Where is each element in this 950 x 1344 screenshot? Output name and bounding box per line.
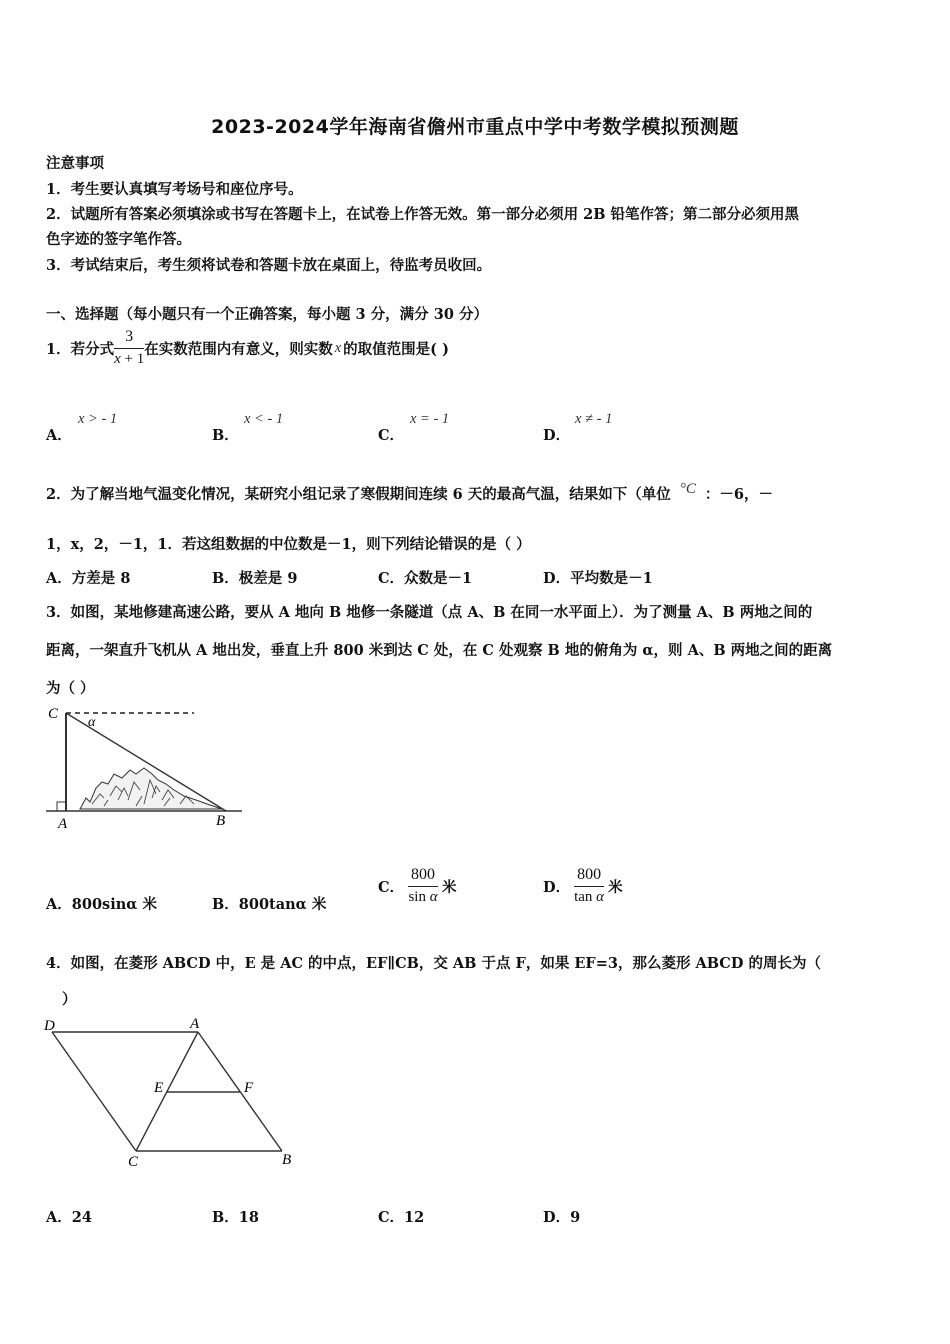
q1-option-b-expr: x < - 1: [244, 411, 284, 427]
q3-option-c-den-var: α: [429, 889, 438, 905]
q1-option-c-label: C．: [378, 427, 405, 444]
q3-label-c: C: [48, 706, 59, 722]
q4-option-b: [212, 1206, 259, 1227]
q3-option-c: [378, 866, 457, 906]
q3-option-b-text: 800tanα 米: [238, 896, 327, 913]
q1-option-d-label: D．: [543, 427, 571, 444]
q2-option-c-label: C．: [378, 570, 405, 587]
q3-option-c-fraction: [408, 866, 438, 906]
q3-label-alpha: α: [88, 715, 96, 730]
q3-option-c-denominator: [408, 887, 438, 906]
q3-option-d-denominator: [574, 887, 604, 906]
q4-option-d: [543, 1206, 580, 1227]
q4-option-a: [46, 1206, 92, 1227]
q3-label-b: B: [216, 813, 226, 829]
q1-option-a-label: A．: [46, 427, 72, 444]
q1-fraction: [114, 328, 144, 368]
q2-option-d-label: D．: [543, 570, 571, 587]
q2-option-b-label: B．: [212, 570, 239, 587]
q4-option-c-label: C．: [378, 1209, 405, 1226]
q1-fraction-numerator: 3: [114, 328, 144, 349]
q2-line-1-text: 2．为了解当地气温变化情况，某研究小组记录了寒假期间连续 6 天的最高气温，结果如下（单位: [46, 486, 671, 503]
q3-option-a: [46, 893, 157, 914]
notice-item-2-line-1: 2．试题所有答案必须填涂或书写在答题卡上，在试卷上作答无效。第一部分必须用 2B 铅笔作答；第二部分必须用黑: [46, 206, 800, 223]
q2-option-d: [543, 567, 653, 588]
q4-label-c: C: [128, 1154, 139, 1170]
q2-option-c-text: 众数是－1: [404, 570, 473, 587]
notice-item-1: 1．考生要认真填写考场号和座位序号。: [46, 181, 303, 198]
q3-option-d-den-var: α: [596, 889, 605, 905]
q1-suffix-a: 在实数范围内有意义，则实数: [144, 340, 333, 358]
q1-frac-var: x: [114, 351, 121, 367]
q4-line-1: 4．如图，在菱形 ABCD 中，E 是 AC 的中点，EF∥CB，交 AB 于点 F，如果 EF=3，那么菱形 ABCD 的周长为（: [46, 955, 821, 972]
q2-option-a-text: 方差是 8: [71, 570, 131, 587]
q3-option-d-numerator: 800: [574, 866, 604, 887]
q1-option-c-expr: x = - 1: [410, 411, 450, 427]
q3-figure: [44, 700, 244, 835]
q2-line-1: [46, 483, 773, 504]
q3-option-b: [212, 893, 326, 914]
question-1: [46, 328, 449, 368]
q3-label-a: A: [58, 816, 68, 832]
q3-option-c-den-fn: sin: [408, 889, 426, 905]
q4-label-e: E: [154, 1080, 164, 1096]
q3-option-d: [543, 866, 623, 906]
q1-prefix: 1．若分式: [46, 340, 115, 358]
q4-label-b: B: [282, 1152, 292, 1168]
q4-option-b-text: 18: [238, 1209, 259, 1226]
q4-option-c-text: 12: [404, 1209, 425, 1226]
q2-option-b: [212, 567, 297, 588]
q1-fraction-denominator: [114, 349, 144, 368]
q3-option-d-label: D．: [543, 878, 571, 896]
q3-option-b-label: B．: [212, 896, 239, 913]
notice-heading: 注意事项: [46, 155, 104, 172]
q3-option-d-den-fn: tan: [574, 889, 593, 905]
q4-label-f: F: [244, 1080, 254, 1096]
q3-right-angle-mark: [57, 802, 66, 811]
q3-option-c-numerator: 800: [408, 866, 438, 887]
q3-line-1: 3．如图，某地修建高速公路，要从 A 地向 B 地修一条隧道（点 A、B 在同一水平面上）．为了测量 A、B 两地之间的: [46, 604, 813, 621]
q4-option-a-text: 24: [71, 1209, 92, 1226]
q2-unit: °C: [679, 481, 696, 497]
q4-option-d-text: 9: [570, 1209, 581, 1226]
q2-option-a: [46, 567, 130, 588]
q1-suffix-b: 的取值范围是( ): [343, 340, 449, 358]
q4-option-a-label: A．: [46, 1209, 72, 1226]
q4-option-c: [378, 1206, 424, 1227]
q1-var: x: [334, 339, 342, 356]
q3-option-c-label: C．: [378, 878, 405, 896]
page-title: 2023-2024学年海南省儋州市重点中学中考数学模拟预测题: [211, 116, 739, 138]
q1-option-a-expr: x > - 1: [78, 411, 118, 427]
q2-line-2: 1，x，2，－1，1．若这组数据的中位数是－1，则下列结论错误的是（ ）: [46, 536, 531, 553]
notice-item-3: 3．考试结束后，考生须将试卷和答题卡放在桌面上，待监考员收回。: [46, 257, 492, 274]
q3-option-c-unit: 米: [442, 878, 457, 896]
q2-option-d-text: 平均数是－1: [570, 570, 653, 587]
q1-option-b-label: B．: [212, 427, 239, 444]
q2-line-1-end: ：－6，－: [704, 486, 774, 503]
q2-option-b-text: 极差是 9: [238, 570, 298, 587]
q4-label-a: A: [190, 1016, 200, 1032]
q4-figure: [40, 1012, 305, 1172]
q4-line-2: ）: [62, 991, 77, 1008]
section-heading: 一、选择题（每小题只有一个正确答案，每小题 3 分，满分 30 分）: [46, 306, 488, 323]
q4-side-dc: [52, 1032, 136, 1151]
q2-option-c: [378, 567, 472, 588]
q1-option-d-expr: x ≠ - 1: [575, 411, 613, 427]
q4-option-d-label: D．: [543, 1209, 571, 1226]
q3-line-2: 距离，一架直升飞机从 A 地出发，垂直上升 800 米到达 C 处，在 C 处观察 B 地的俯角为 α，则 A、B 两地之间的距离: [46, 642, 833, 659]
q3-option-a-text: 800sinα 米: [71, 896, 157, 913]
q1-frac-rest: + 1: [120, 351, 145, 367]
q3-option-a-label: A．: [46, 896, 72, 913]
q3-mountain-shape: [80, 768, 222, 809]
q2-option-a-label: A．: [46, 570, 72, 587]
notice-item-2-line-2: 色字迹的签字笔作答。: [46, 231, 191, 248]
q3-line-3: 为（ ）: [46, 680, 95, 697]
q4-option-b-label: B．: [212, 1209, 239, 1226]
q3-option-d-fraction: [574, 866, 604, 906]
q3-option-d-unit: 米: [608, 878, 623, 896]
q4-label-d: D: [44, 1018, 55, 1034]
